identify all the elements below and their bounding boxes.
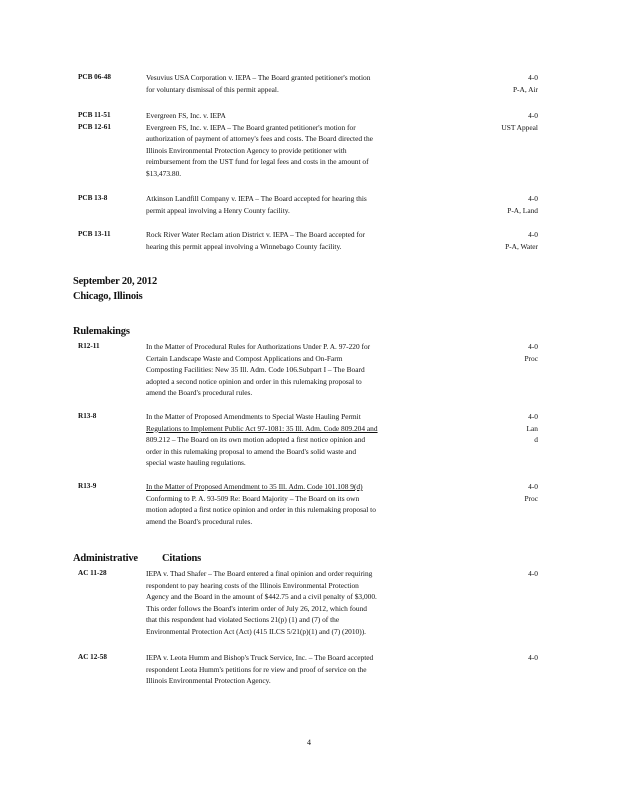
vote-info: 4-0 Lan d (526, 412, 538, 445)
entry-description (146, 341, 464, 399)
desc-line: motion adopted a first notice opinion and order in this rulemaking proposal to (146, 505, 376, 515)
section-heading-citations: Citations (162, 553, 202, 564)
docket-number: PCB 13-11 (78, 230, 111, 238)
vote-info: 4-0 (528, 569, 538, 578)
page-number: 4 (307, 738, 311, 747)
desc-line: Certain Landscape Waste and Compost Applications and On-Farm (146, 353, 343, 363)
meeting-date: September 20, 2012 (73, 276, 157, 287)
desc-line: amend the Board's procedural rules. (146, 516, 253, 526)
desc-line: Composting Facilities: New 35 Ill. Adm. Code 106.Subpart I – The Board (146, 365, 365, 375)
vote-info: 4-0 Proc (524, 342, 538, 363)
vote-info: 4-0 (528, 653, 538, 662)
desc-line: respondent to pay hearing costs of the Illinois Environmental Protection (146, 580, 359, 590)
desc-line: Vesuvius USA Corporation v. IEPA – The Board granted petitioner's motion (146, 73, 371, 82)
docket-number: R13-9 (78, 482, 97, 490)
entry-description (146, 72, 464, 95)
desc-line: reimbursement from the UST fund for legal fees and costs in the amount of (146, 157, 369, 167)
vote-info: 4-0 UST Appeal (501, 111, 538, 132)
desc-line: In the Matter of Procedural Rules for Authorizations Under P. A. 97-220 for (146, 342, 371, 351)
desc-line: This order follows the Board's interim order of July 26, 2012, which found (146, 603, 367, 613)
desc-line: Atkinson Landfill Company v. IEPA – The Board accepted for hearing this (146, 194, 367, 203)
desc-line: Rock River Water Reclam ation District v. IEPA – The Board accepted for (146, 230, 366, 239)
desc-line: order in this rulemaking proposal to amend the Board's solid waste and (146, 446, 357, 456)
desc-line: Agency and the Board in the amount of $442.75 and a civil penalty of $3,000. (146, 592, 377, 602)
desc-line: Conforming to P. A. 93-509 Re: Board Majority – The Board on its own (146, 493, 360, 503)
docket-number: PCB 06-48 (78, 73, 111, 81)
entry-description (146, 652, 464, 687)
desc-line: In the Matter of Proposed Amendments to Special Waste Hauling Permit (146, 412, 361, 421)
vote-info: 4-0 P-A, Air (512, 73, 538, 94)
desc-line: that this respondent had violated Sections 21(p) (1) and (7) of the (146, 615, 340, 625)
desc-line: $13,473.80. (146, 168, 182, 178)
docket-number: AC 11-28 (78, 569, 107, 577)
vote-info: 4-0 Proc (524, 482, 538, 503)
desc-line: IEPA v. Thad Shafer – The Board entered a final opinion and order requiring (146, 569, 373, 578)
docket-number: AC 12-58 (78, 653, 107, 661)
desc-line: IEPA v. Leota Humm and Bishop's Truck Service, Inc. – The Board accepted (146, 653, 374, 662)
entry-description (146, 193, 464, 216)
desc-line: Evergreen FS, Inc. v. IEPA – The Board granted petitioner's motion for (146, 122, 356, 132)
desc-line: Illinois Environmental Protection Agency to provide petitioner with (146, 145, 347, 155)
desc-line: Evergreen FS, Inc. v. IEPA (146, 111, 226, 120)
desc-line: authorization of payment of attorney's fees and costs. The Board directed the (146, 134, 373, 144)
desc-line: for voluntary dismissal of this permit appeal. (146, 84, 279, 94)
desc-line: 809.212 – The Board on its own motion adopted a first notice opinion and (146, 435, 366, 445)
docket-number: PCB 11-51 PCB 12-61 (78, 111, 111, 131)
entry-description (146, 411, 464, 469)
entry-description (146, 229, 464, 252)
vote-info: 4-0 P-A, Water (505, 230, 538, 251)
entry-description (146, 110, 464, 180)
entry-description (146, 568, 464, 638)
docket-number: R13-8 (78, 412, 97, 420)
section-heading-rulemakings: Rulemakings (73, 326, 130, 337)
desc-line: permit appeal involving a Henry County facility. (146, 205, 290, 215)
desc-line: Illinois Environmental Protection Agency. (146, 676, 271, 686)
desc-line: adopted a second notice opinion and order in this rulemaking proposal to (146, 376, 362, 386)
desc-line: Environmental Protection Act (Act) (415 ILCS 5/21(p)(1) and (7) (2010)). (146, 626, 367, 636)
section-heading-administrative: Administrative (73, 553, 138, 564)
docket-number: PCB 13-8 (78, 194, 108, 202)
desc-line: amend the Board's procedural rules. (146, 388, 253, 398)
desc-line: In the Matter of Proposed Amendment to 35 Ill. Adm. Code 101.108 9(d) (146, 482, 363, 491)
desc-line: respondent Leota Humm's petitions for re view and proof of service on the (146, 664, 367, 674)
desc-line: special waste hauling regulations. (146, 458, 246, 468)
meeting-place: Chicago, Illinois (73, 291, 143, 302)
desc-line: Regulations to Implement Public Act 97-1081: 35 Ill. Adm. Code 809.204 and (146, 423, 378, 433)
desc-line: hearing this permit appeal involving a Winnebago County facility. (146, 241, 342, 251)
docket-number: R12-11 (78, 342, 100, 350)
entry-description (146, 481, 464, 527)
vote-info: 4-0 P-A, Land (507, 194, 538, 215)
